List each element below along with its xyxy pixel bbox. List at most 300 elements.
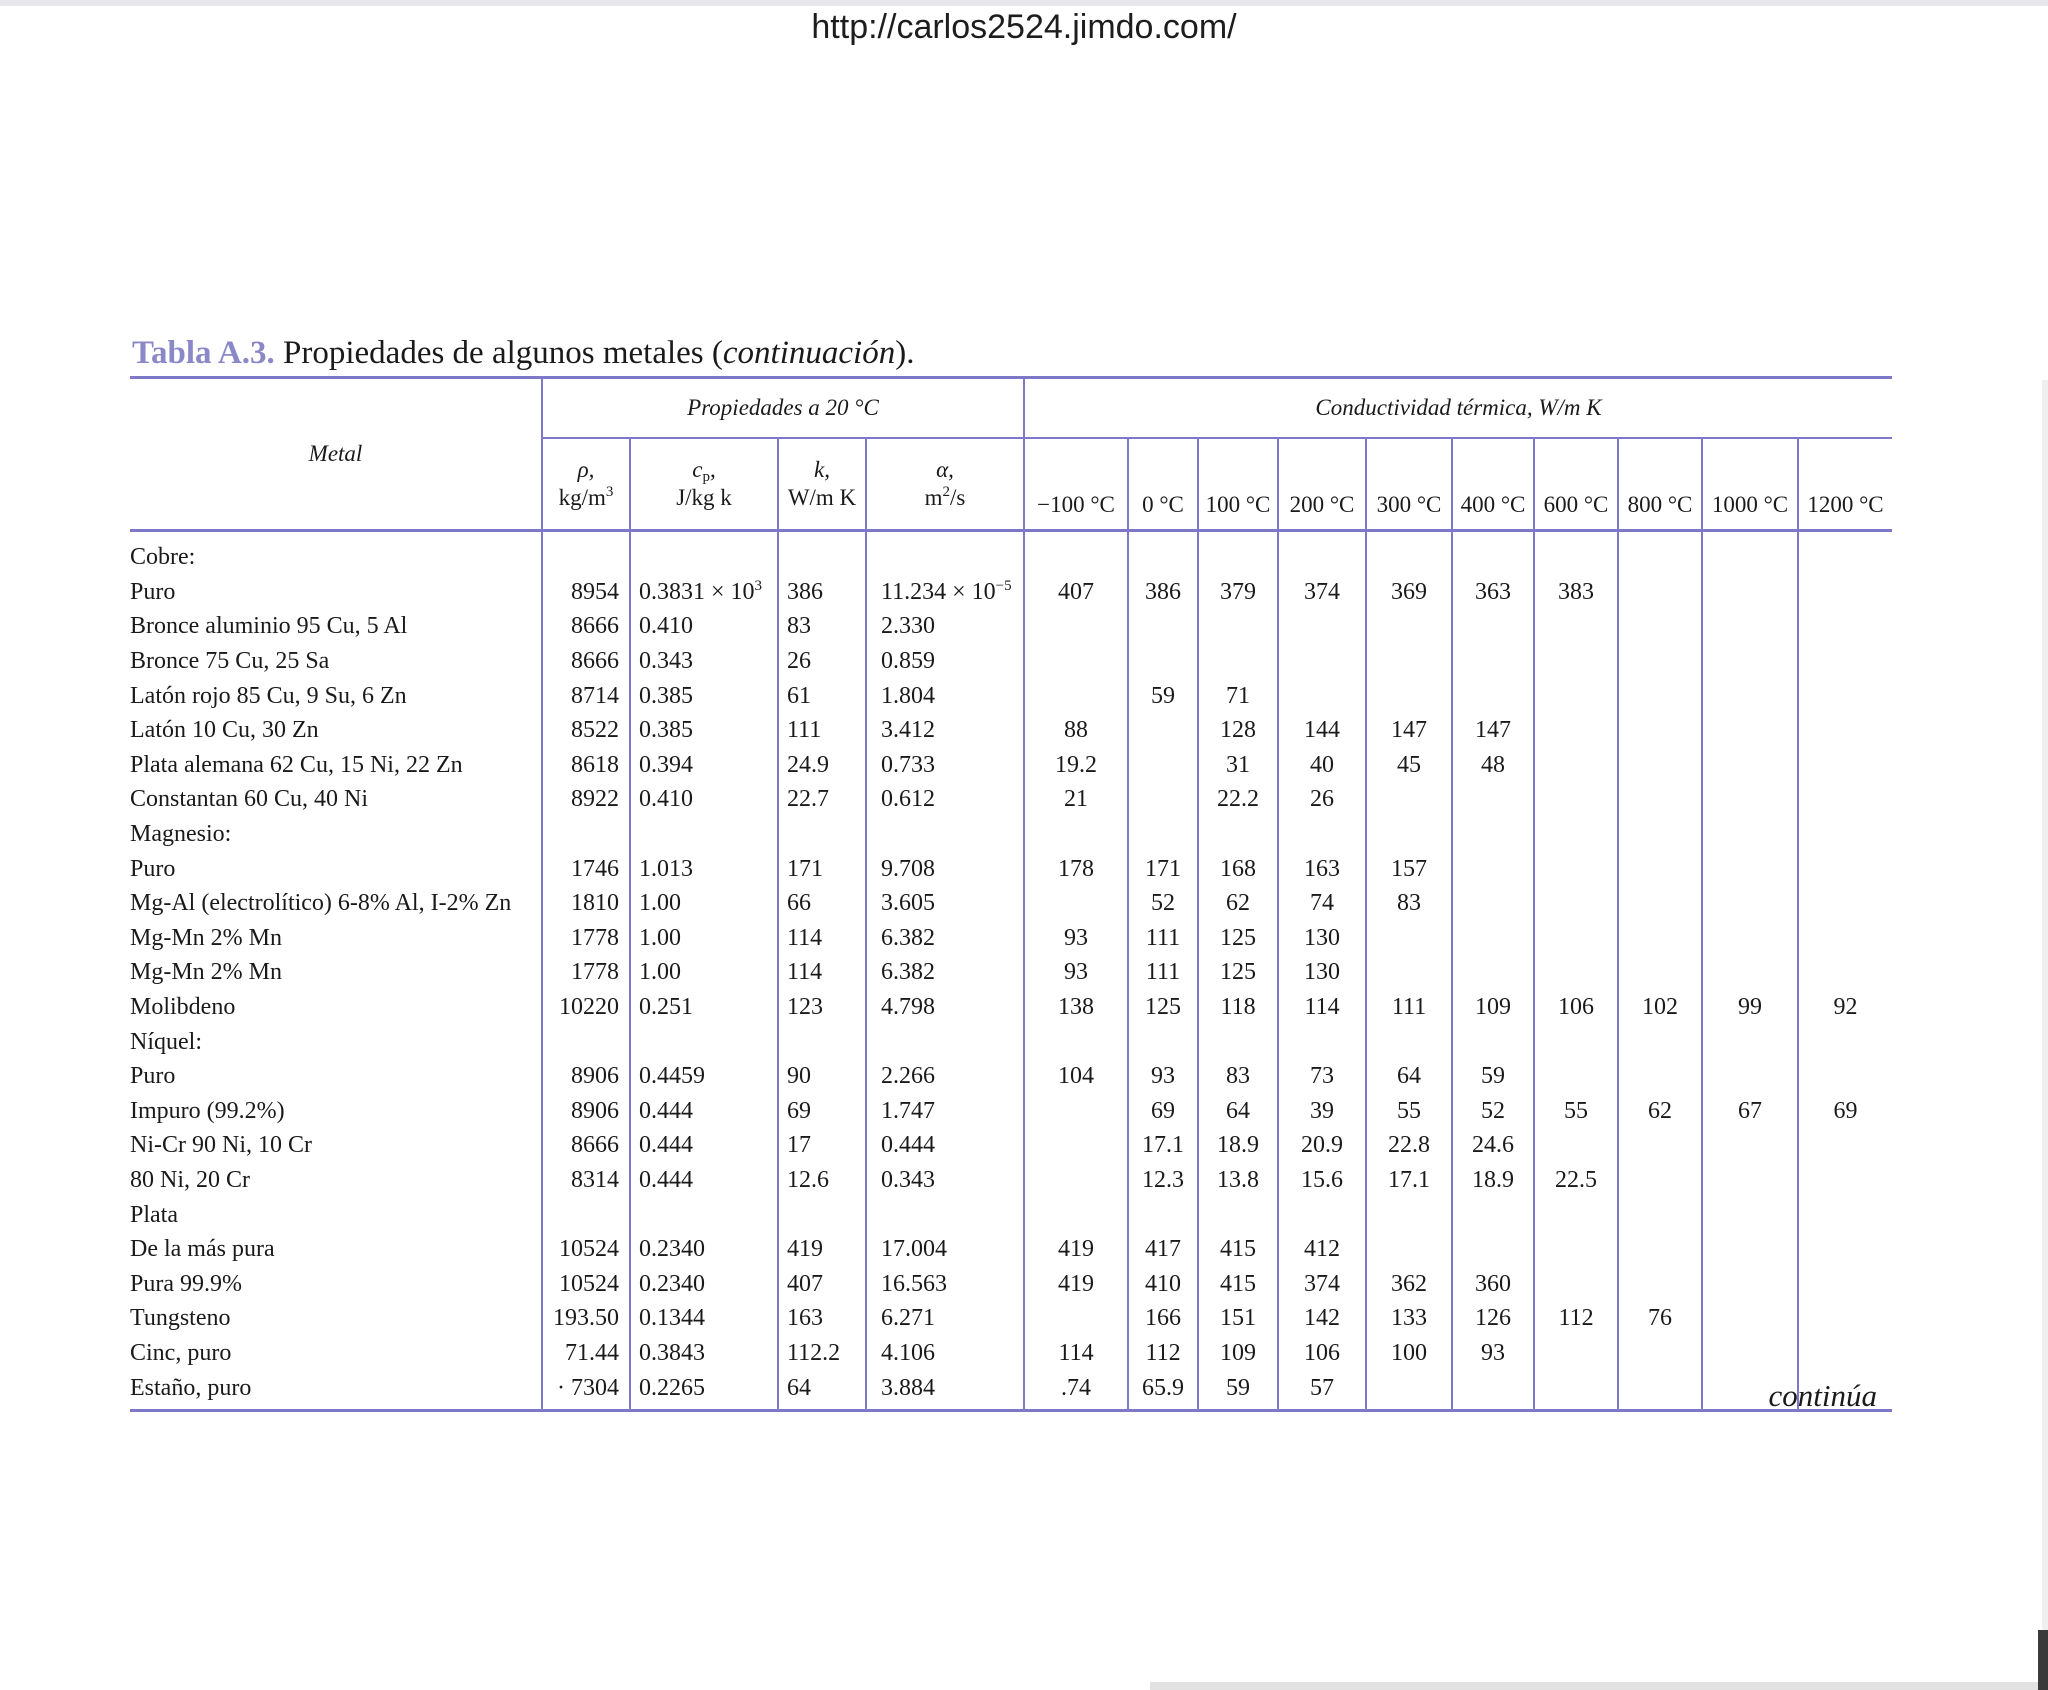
density-cell: 8714 (542, 678, 630, 713)
temp-conductivity-cell: 64 (1366, 1059, 1452, 1094)
temp-conductivity-cell (1618, 748, 1702, 783)
empty-cell (1024, 531, 1128, 575)
temp-conductivity-cell (1702, 575, 1798, 610)
temp-conductivity-cell: 114 (1278, 990, 1366, 1025)
temp-conductivity-cell (1618, 644, 1702, 679)
temp-conductivity-cell: 62 (1198, 886, 1278, 921)
temp-conductivity-cell (1702, 886, 1798, 921)
diffusivity-cell: 2.266 (866, 1059, 1024, 1094)
temp-conductivity-cell: 59 (1198, 1370, 1278, 1410)
temp-conductivity-cell: 57 (1278, 1370, 1366, 1410)
specific-heat-cell: 1.00 (630, 921, 778, 956)
empty-cell (1798, 1197, 1892, 1232)
group-label: Plata (130, 1201, 178, 1228)
temp-conductivity-cell: 26 (1278, 782, 1366, 817)
metals-properties-table (130, 376, 1892, 1412)
temp-header: 200 °C (1278, 438, 1366, 531)
diffusivity-cell: 1.804 (866, 678, 1024, 713)
temp-conductivity-cell: 65.9 (1128, 1370, 1198, 1410)
density-cell: 193.50 (542, 1301, 630, 1336)
metal-name: Estaño, puro (130, 1370, 542, 1410)
temp-conductivity-cell: 17.1 (1128, 1128, 1198, 1163)
temp-conductivity-cell (1702, 955, 1798, 990)
conductivity-cell: 114 (778, 921, 866, 956)
metal-name: Mg-Mn 2% Mn (130, 924, 283, 951)
prop-unit: J/kg k (676, 485, 732, 510)
density-cell: 8522 (542, 713, 630, 748)
temp-conductivity-cell (1198, 609, 1278, 644)
diffusivity-cell: 6.382 (866, 955, 1024, 990)
diffusivity-cell: 6.271 (866, 1301, 1024, 1336)
temp-conductivity-cell: 13.8 (1198, 1163, 1278, 1198)
temp-conductivity-cell (1798, 955, 1892, 990)
temp-conductivity-cell: 151 (1198, 1301, 1278, 1336)
specific-heat-cell: 1.00 (630, 955, 778, 990)
temp-conductivity-cell (1128, 713, 1198, 748)
density-cell: 8922 (542, 782, 630, 817)
page-edge-right (2042, 380, 2048, 1680)
temp-conductivity-cell: 147 (1452, 713, 1534, 748)
temp-conductivity-cell: 417 (1128, 1232, 1198, 1267)
density-cell: 1778 (542, 955, 630, 990)
temp-conductivity-cell: 18.9 (1452, 1163, 1534, 1198)
empty-cell (866, 531, 1024, 575)
temp-conductivity-cell: 104 (1024, 1059, 1128, 1094)
metal-name: Bronce aluminio 95 Cu, 5 Al (130, 613, 408, 640)
temp-conductivity-cell (1798, 1301, 1892, 1336)
empty-cell (1278, 531, 1366, 575)
temp-conductivity-cell: 166 (1128, 1301, 1198, 1336)
temp-conductivity-cell: 69 (1128, 1094, 1198, 1129)
temp-conductivity-cell: 76 (1618, 1301, 1702, 1336)
group-row (130, 531, 1892, 575)
metal-name: Mg-Al (electrolítico) 6-8% Al, I-2% Zn (130, 890, 512, 917)
table-row (130, 851, 1892, 886)
empty-cell (1798, 1024, 1892, 1059)
table-row (130, 1232, 1892, 1267)
density-cell: 8314 (542, 1163, 630, 1198)
temp-conductivity-cell: 59 (1128, 678, 1198, 713)
conductivity-cell: 66 (778, 886, 866, 921)
temp-conductivity-cell: 125 (1198, 921, 1278, 956)
empty-cell (1618, 531, 1702, 575)
temp-conductivity-cell: 111 (1366, 990, 1452, 1025)
temp-conductivity-cell: 40 (1278, 748, 1366, 783)
empty-cell (1198, 1197, 1278, 1232)
prop-symbol: α, (936, 457, 954, 482)
diffusivity-cell: 1.747 (866, 1094, 1024, 1129)
caption-end: ). (895, 335, 915, 371)
temp-conductivity-cell: 111 (1128, 921, 1198, 956)
empty-cell (1618, 1197, 1702, 1232)
empty-cell (1278, 1197, 1366, 1232)
empty-cell (778, 817, 866, 852)
temp-header: −100 °C (1024, 438, 1128, 531)
density-cell: · 7304 (542, 1370, 630, 1410)
specific-heat-cell: 0.251 (630, 990, 778, 1025)
temp-header: 1200 °C (1798, 438, 1892, 531)
empty-cell (1278, 1024, 1366, 1059)
page-corner-shadow (2038, 1630, 2048, 1690)
conductivity-cell: 163 (778, 1301, 866, 1336)
temp-header: 300 °C (1366, 438, 1452, 531)
temp-conductivity-cell (1452, 644, 1534, 679)
temp-conductivity-cell (1618, 1370, 1702, 1410)
temp-conductivity-cell (1798, 644, 1892, 679)
table-row (130, 1266, 1892, 1301)
empty-cell (1198, 1024, 1278, 1059)
temp-conductivity-cell: 12.3 (1128, 1163, 1198, 1198)
empty-cell (1128, 531, 1198, 575)
empty-cell (778, 531, 866, 575)
temp-conductivity-cell: 20.9 (1278, 1128, 1366, 1163)
temp-conductivity-cell: 360 (1452, 1266, 1534, 1301)
metal-name: Pura 99.9% (130, 1270, 242, 1297)
metal-name: Cinc, puro (130, 1339, 232, 1366)
temp-conductivity-cell: 407 (1024, 575, 1128, 610)
temp-conductivity-cell (1534, 1232, 1618, 1267)
temp-conductivity-cell (1024, 1301, 1128, 1336)
temp-conductivity-cell (1534, 886, 1618, 921)
source-url[interactable]: http://carlos2524.jimdo.com/ (811, 8, 1237, 46)
empty-cell (1128, 817, 1198, 852)
temp-conductivity-cell (1452, 1232, 1534, 1267)
prop-symbol: ρ, (577, 457, 595, 482)
temp-conductivity-cell (1278, 644, 1366, 679)
temp-conductivity-cell (1702, 609, 1798, 644)
temp-conductivity-cell (1534, 782, 1618, 817)
temp-header: 600 °C (1534, 438, 1618, 531)
temp-conductivity-cell (1798, 1128, 1892, 1163)
temp-conductivity-cell: 83 (1198, 1059, 1278, 1094)
table-row (130, 782, 1892, 817)
temp-conductivity-cell: 415 (1198, 1266, 1278, 1301)
empty-cell (1702, 531, 1798, 575)
specific-heat-cell: 1.00 (630, 886, 778, 921)
specific-heat-cell: $0.3831 \times 10^3$ (630, 575, 778, 610)
temp-conductivity-cell: 22.2 (1198, 782, 1278, 817)
temp-conductivity-cell: 128 (1198, 713, 1278, 748)
temp-conductivity-cell (1452, 782, 1534, 817)
conductivity-cell: 17 (778, 1128, 866, 1163)
metal-name: Plata alemana 62 Cu, 15 Ni, 22 Zn (130, 751, 463, 778)
table-row (130, 921, 1892, 956)
temp-conductivity-cell: 22.5 (1534, 1163, 1618, 1198)
specific-heat-cell: 0.2340 (630, 1232, 778, 1267)
temp-conductivity-cell: 410 (1128, 1266, 1198, 1301)
metal-name: Mg-Mn 2% Mn (130, 959, 283, 986)
empty-cell (630, 531, 778, 575)
temp-conductivity-cell (1618, 1163, 1702, 1198)
table-body (130, 531, 1892, 1411)
specific-heat-cell: 0.2265 (630, 1370, 778, 1410)
temp-conductivity-cell: 64 (1198, 1094, 1278, 1129)
temp-conductivity-cell: 92 (1798, 990, 1892, 1025)
temp-conductivity-cell (1452, 921, 1534, 956)
temp-conductivity-cell: 93 (1024, 955, 1128, 990)
temp-conductivity-cell: .74 (1024, 1370, 1128, 1410)
temp-header: 800 °C (1618, 438, 1702, 531)
prop-header-k (778, 438, 866, 531)
conductivity-cell: 114 (778, 955, 866, 990)
conductivity-cell: 407 (778, 1266, 866, 1301)
metal-name: Ni-Cr 90 Ni, 10 Cr (130, 1132, 312, 1159)
empty-cell (1452, 1197, 1534, 1232)
specific-heat-cell: 0.385 (630, 678, 778, 713)
conductivity-cell: 111 (778, 713, 866, 748)
temp-conductivity-cell (1618, 851, 1702, 886)
empty-cell (1128, 1197, 1198, 1232)
temp-conductivity-cell: 130 (1278, 955, 1366, 990)
diffusivity-cell: 9.708 (866, 851, 1024, 886)
empty-cell (1198, 531, 1278, 575)
density-cell: 8954 (542, 575, 630, 610)
empty-cell (542, 817, 630, 852)
group-row (130, 1197, 1892, 1232)
temp-conductivity-cell: 369 (1366, 575, 1452, 610)
density-cell: 71.44 (542, 1336, 630, 1371)
temp-conductivity-cell (1702, 1232, 1798, 1267)
properties-group-header: Propiedades a 20 °C (542, 378, 1024, 439)
density-cell: 8666 (542, 644, 630, 679)
temp-conductivity-cell: 147 (1366, 713, 1452, 748)
temp-conductivity-cell (1534, 678, 1618, 713)
metal-name: Puro (130, 578, 176, 605)
metal-name: Puro (130, 855, 176, 882)
temp-conductivity-cell (1798, 921, 1892, 956)
table-row (130, 1163, 1892, 1198)
metal-name: Tungsteno (130, 1305, 231, 1332)
specific-heat-cell: 0.394 (630, 748, 778, 783)
table-row (130, 713, 1892, 748)
temp-conductivity-cell (1024, 886, 1128, 921)
empty-cell (1702, 1197, 1798, 1232)
metal-name: De la más pura (130, 1236, 275, 1263)
temp-conductivity-cell: 362 (1366, 1266, 1452, 1301)
temp-conductivity-cell (1798, 886, 1892, 921)
caption-text: Propiedades de algunos metales ( (274, 335, 723, 371)
temp-conductivity-cell (1452, 609, 1534, 644)
table-row (130, 886, 1892, 921)
density-cell: 10220 (542, 990, 630, 1025)
temp-conductivity-cell: 125 (1198, 955, 1278, 990)
prop-symbol: k, (814, 457, 830, 482)
temp-conductivity-cell: 178 (1024, 851, 1128, 886)
empty-cell (1128, 1024, 1198, 1059)
temp-header: 400 °C (1452, 438, 1534, 531)
temp-conductivity-cell: 112 (1128, 1336, 1198, 1371)
temp-conductivity-cell (1798, 713, 1892, 748)
empty-cell (1534, 1197, 1618, 1232)
temp-conductivity-cell (1798, 748, 1892, 783)
temp-conductivity-cell: 71 (1198, 678, 1278, 713)
temp-conductivity-cell (1366, 678, 1452, 713)
specific-heat-cell: 0.2340 (630, 1266, 778, 1301)
temp-conductivity-cell (1198, 644, 1278, 679)
temp-conductivity-cell: 157 (1366, 851, 1452, 886)
empty-cell (1798, 531, 1892, 575)
temp-conductivity-cell (1024, 1163, 1128, 1198)
temp-conductivity-cell: 386 (1128, 575, 1198, 610)
temp-conductivity-cell: 163 (1278, 851, 1366, 886)
temp-conductivity-cell (1702, 921, 1798, 956)
temp-conductivity-cell: 17.1 (1366, 1163, 1452, 1198)
diffusivity-cell: 4.106 (866, 1336, 1024, 1371)
empty-cell (1534, 1024, 1618, 1059)
temp-conductivity-cell: 118 (1198, 990, 1278, 1025)
group-row (130, 817, 1892, 852)
empty-cell (542, 531, 630, 575)
empty-cell (1452, 817, 1534, 852)
temp-conductivity-cell (1702, 1128, 1798, 1163)
table-row (130, 678, 1892, 713)
conductivity-cell: 69 (778, 1094, 866, 1129)
temp-conductivity-cell: 374 (1278, 1266, 1366, 1301)
temp-conductivity-cell (1366, 955, 1452, 990)
empty-cell (1702, 817, 1798, 852)
temp-conductivity-cell: 93 (1452, 1336, 1534, 1371)
diffusivity-cell: 0.733 (866, 748, 1024, 783)
empty-cell (542, 1024, 630, 1059)
temp-conductivity-cell (1534, 921, 1618, 956)
temp-conductivity-cell (1618, 782, 1702, 817)
temp-conductivity-cell: 109 (1198, 1336, 1278, 1371)
temp-conductivity-cell (1534, 851, 1618, 886)
temp-conductivity-cell (1702, 713, 1798, 748)
metal-name: Impuro (99.2%) (130, 1097, 285, 1124)
temp-conductivity-cell (1702, 851, 1798, 886)
temp-conductivity-cell (1024, 609, 1128, 644)
conductivity-cell: 171 (778, 851, 866, 886)
temp-conductivity-cell: 112 (1534, 1301, 1618, 1336)
temp-conductivity-cell (1534, 609, 1618, 644)
temp-conductivity-cell (1534, 1336, 1618, 1371)
temp-conductivity-cell (1618, 678, 1702, 713)
conductivity-group-header: Conductividad térmica, W/m K (1024, 378, 1892, 439)
group-row (130, 1024, 1892, 1059)
temp-conductivity-cell: 106 (1534, 990, 1618, 1025)
temp-header: 0 °C (1128, 438, 1198, 531)
empty-cell (1798, 817, 1892, 852)
temp-conductivity-cell: 52 (1452, 1094, 1534, 1129)
temp-conductivity-cell: 83 (1366, 886, 1452, 921)
empty-cell (542, 1197, 630, 1232)
temp-conductivity-cell: 374 (1278, 575, 1366, 610)
table-caption (132, 335, 914, 372)
conductivity-cell: 12.6 (778, 1163, 866, 1198)
temp-conductivity-cell (1452, 678, 1534, 713)
diffusivity-cell: 2.330 (866, 609, 1024, 644)
empty-cell (1452, 1024, 1534, 1059)
density-cell: 8666 (542, 1128, 630, 1163)
empty-cell (1702, 1024, 1798, 1059)
conductivity-cell: 22.7 (778, 782, 866, 817)
conductivity-cell: 64 (778, 1370, 866, 1410)
empty-cell (1366, 1197, 1452, 1232)
temp-conductivity-cell: 18.9 (1198, 1128, 1278, 1163)
temp-conductivity-cell (1534, 748, 1618, 783)
metal-name: 80 Ni, 20 Cr (130, 1166, 250, 1193)
density-cell: 1778 (542, 921, 630, 956)
group-label: Magnesio: (130, 821, 232, 848)
diffusivity-cell: 6.382 (866, 921, 1024, 956)
conductivity-cell: 90 (778, 1059, 866, 1094)
temp-conductivity-cell (1452, 886, 1534, 921)
temp-conductivity-cell (1798, 851, 1892, 886)
metal-name: Latón 10 Cu, 30 Zn (130, 717, 319, 744)
diffusivity-cell: 0.343 (866, 1163, 1024, 1198)
temp-conductivity-cell: 412 (1278, 1232, 1366, 1267)
prop-header-rho (542, 438, 630, 531)
temp-conductivity-cell (1702, 644, 1798, 679)
temp-conductivity-cell (1452, 955, 1534, 990)
prop-header-alpha (866, 438, 1024, 531)
temp-conductivity-cell: 24.6 (1452, 1128, 1534, 1163)
table-row (130, 1336, 1892, 1371)
temp-header: 100 °C (1198, 438, 1278, 531)
table-row (130, 1128, 1892, 1163)
temp-conductivity-cell: 93 (1024, 921, 1128, 956)
density-cell: 8666 (542, 609, 630, 644)
temp-conductivity-cell: 125 (1128, 990, 1198, 1025)
temp-conductivity-cell: 142 (1278, 1301, 1366, 1336)
temp-conductivity-cell (1798, 1163, 1892, 1198)
empty-cell (1278, 817, 1366, 852)
temp-conductivity-cell: 419 (1024, 1232, 1128, 1267)
temp-conductivity-cell: 415 (1198, 1232, 1278, 1267)
temp-conductivity-cell (1618, 575, 1702, 610)
specific-heat-cell: 0.385 (630, 713, 778, 748)
temp-conductivity-cell (1798, 1232, 1892, 1267)
temp-conductivity-cell: 73 (1278, 1059, 1366, 1094)
prop-unit: $m^2/s$ (924, 484, 966, 510)
table-row (130, 575, 1892, 610)
temp-conductivity-cell: 144 (1278, 713, 1366, 748)
specific-heat-cell: 0.444 (630, 1094, 778, 1129)
group-label: Níquel: (130, 1028, 202, 1055)
temp-conductivity-cell (1798, 1336, 1892, 1371)
specific-heat-cell: 0.410 (630, 609, 778, 644)
temp-conductivity-cell (1618, 955, 1702, 990)
density-cell: 8906 (542, 1094, 630, 1129)
temp-conductivity-cell (1534, 644, 1618, 679)
temp-conductivity-cell (1798, 1059, 1892, 1094)
temp-conductivity-cell: 88 (1024, 713, 1128, 748)
temp-conductivity-cell: 55 (1366, 1094, 1452, 1129)
conductivity-cell: 123 (778, 990, 866, 1025)
temp-conductivity-cell (1534, 1266, 1618, 1301)
empty-cell (1024, 1197, 1128, 1232)
temp-conductivity-cell (1128, 644, 1198, 679)
temp-conductivity-cell (1702, 1266, 1798, 1301)
table-label: Tabla A.3. (132, 335, 275, 371)
diffusivity-cell: $11.234 \times 10^{-5}$ (866, 575, 1024, 610)
temp-conductivity-cell (1128, 748, 1198, 783)
empty-cell (1198, 817, 1278, 852)
metal-name: Molibdeno (130, 994, 236, 1021)
temp-conductivity-cell: 363 (1452, 575, 1534, 610)
temp-conductivity-cell (1618, 921, 1702, 956)
specific-heat-cell: 0.410 (630, 782, 778, 817)
empty-cell (778, 1197, 866, 1232)
density-cell: 10524 (542, 1266, 630, 1301)
temp-conductivity-cell (1702, 1163, 1798, 1198)
temp-conductivity-cell: 21 (1024, 782, 1128, 817)
empty-cell (866, 1024, 1024, 1059)
temp-conductivity-cell: 114 (1024, 1336, 1128, 1371)
temp-conductivity-cell: 130 (1278, 921, 1366, 956)
temp-conductivity-cell (1024, 1094, 1128, 1129)
